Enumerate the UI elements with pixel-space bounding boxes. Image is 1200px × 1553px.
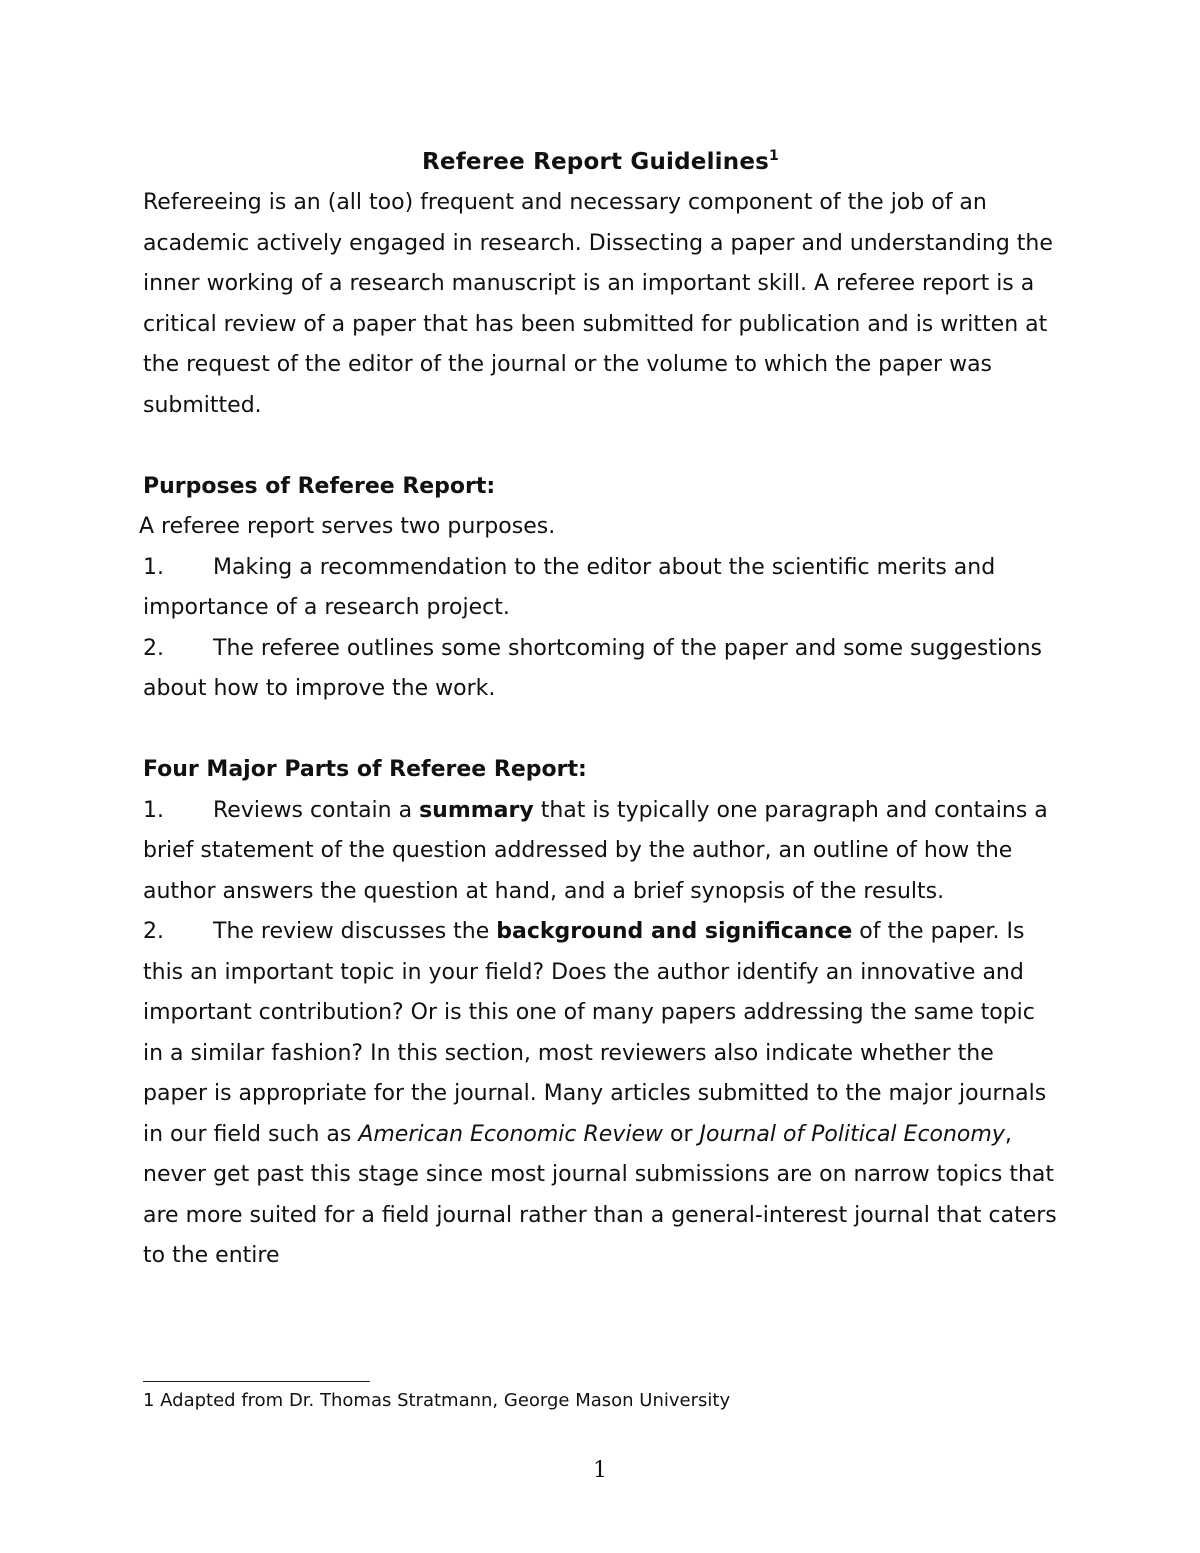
- footnote-separator: [143, 1381, 370, 1382]
- list-number: 2.: [143, 919, 164, 944]
- intro-paragraph: Refereeing is an (all too) frequent and necessary component of the job of an academic actively engaged in research. Dissecting a paper and understanding the inner working of a research manuscript is an important skill. A referee report is a critical review of a paper that has been submitted for publication and is written at the request of the editor of the journal or the volume to which the paper was submitted.: [143, 190, 1053, 418]
- purposes-item-2: [143, 629, 1058, 710]
- list-text: The referee outlines some shortcoming of the paper and some suggestions about how to improve the work.: [143, 635, 1042, 701]
- list-number: 1.: [143, 554, 164, 580]
- parts-heading: Four Major Parts of Referee Report:: [143, 757, 587, 782]
- page-number: 1: [593, 1458, 607, 1483]
- list-text-before: Reviews contain a: [213, 797, 420, 823]
- list-text-before: The review discusses the: [213, 919, 497, 944]
- parts-item-2: [143, 912, 1058, 1277]
- list-text-middle: of the paper. Is this an important topic in your field? Does the author identify an innovative and important contribution? Or is this one of many papers addressing the same topic in a similar fashion? In this section, most reviewers also indicate whether the paper is appropriate for the journal. Many articles submitted to the major journals in our field such as: [143, 919, 1047, 1147]
- spacer: [143, 426, 1058, 467]
- document-body: [139, 142, 1058, 1277]
- document-title: [143, 142, 1058, 183]
- bold-term-background: background and significance: [496, 919, 853, 944]
- list-text-or: or: [663, 1121, 700, 1147]
- parts-item-1: [143, 791, 1058, 913]
- list-number: 1.: [143, 797, 164, 823]
- list-text: Making a recommendation to the editor about the scientific merits and importance of a research project.: [143, 554, 996, 620]
- spacer: [143, 710, 1058, 751]
- purposes-item-1: [143, 548, 1058, 629]
- journal-name-aer: American Economic Review: [358, 1121, 663, 1147]
- footnote: 1 Adapted from Dr. Thomas Stratmann, George Mason University: [143, 1390, 731, 1411]
- purposes-heading: Purposes of Referee Report:: [143, 473, 496, 499]
- journal-name-jpe: Journal of Political Economy: [699, 1121, 1005, 1147]
- list-text-after: that is typically one paragraph and contains a brief statement of the question addressed by the author, an outline of how the author answers the question at hand, and a brief synopsis of the results.: [143, 797, 1048, 904]
- title-footnote-ref: 1: [769, 148, 779, 164]
- bold-term-summary: summary: [419, 797, 534, 823]
- list-number: 2.: [143, 635, 164, 661]
- purposes-lead: A referee report serves two purposes.: [139, 514, 556, 539]
- list-text-after: , never get past this stage since most journal submissions are on narrow topics that are more suited for a field journal rather than a general-interest journal that caters to the entire: [143, 1121, 1057, 1268]
- title-text: Referee Report Guidelines: [422, 149, 770, 175]
